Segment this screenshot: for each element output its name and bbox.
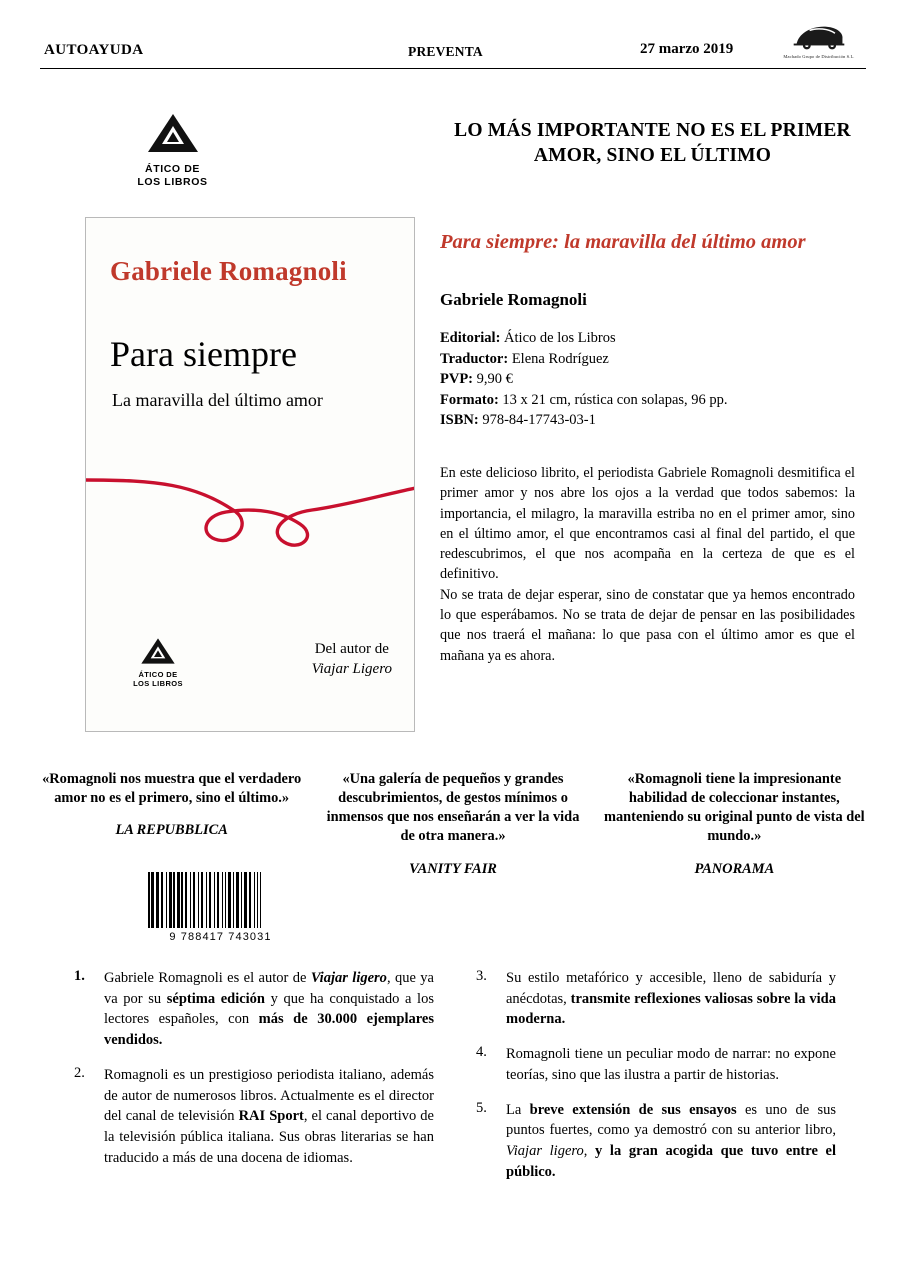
distributor-caption: Machado Grupo de Distribución S.L. (783, 54, 855, 59)
book-metadata (440, 328, 860, 431)
press-quote-source: LA REPUBBLICA (115, 822, 228, 839)
point1-seg-b: Viajar ligero (310, 970, 387, 986)
point1-seg-f: más de 30.000 ejemplares vendidos. (104, 1011, 434, 1049)
page-headline: LO MÁS IMPORTANTE NO ES EL PRIMER AMOR, SINO EL ÚLTIMO (454, 120, 851, 167)
book-author: Gabriele Romagnoli (440, 290, 587, 309)
truck-icon (790, 22, 848, 52)
list-item-number: 1. (74, 968, 85, 984)
list-item-text (506, 1100, 836, 1183)
point3-seg-b: transmite reflexiones valiosas sobre la vida moderna. (506, 990, 836, 1028)
list-item (476, 1100, 836, 1183)
cover-author: Gabriele Romagnoli (110, 256, 347, 286)
point2-seg-b: RAI Sport (238, 1108, 304, 1125)
list-item-number: 2. (74, 1064, 85, 1081)
distributor-logo (780, 22, 858, 58)
point5-seg-f: y la gran acogida que tuvo entre el público. (506, 1143, 836, 1180)
book-description-paragraph-2: No se trata de dejar esperar, sino de constatar que ya hemos encontrado lo que esperábamos. No se trata de dejar de pensar en las posibilidades que nos traerá el mañana: lo que pasa con el último amor es que el mañana ya es ahora. (440, 586, 855, 664)
meta-value-formato: 13 x 21 cm, rústica con solapas, 96 pp. (498, 391, 728, 408)
meta-value-pvp: 9,90 € (473, 371, 513, 388)
meta-label-pvp: PVP: (440, 371, 474, 388)
press-quote (321, 770, 584, 878)
meta-label-formato: Formato: (440, 391, 499, 408)
meta-row-isbn (440, 410, 860, 431)
meta-label-isbn: ISBN: (440, 412, 479, 429)
isbn-barcode (148, 872, 293, 943)
list-item-number: 3. (476, 968, 487, 984)
point5-seg-a: La (506, 1101, 530, 1118)
press-quote (40, 770, 303, 878)
meta-label-editorial: Editorial: (440, 330, 501, 346)
meta-value-isbn: 978-84-17743-03-1 (478, 412, 596, 429)
red-ribbon-knot-icon (86, 468, 415, 588)
cover-from-author-label: Del autor de (314, 640, 389, 657)
cover-logo-line2: LOS LIBROS (133, 679, 183, 689)
selling-points-left-column (74, 968, 434, 1183)
cover-title: Para siempre (110, 334, 297, 374)
list-item-text (104, 968, 434, 1051)
point2-seg-c: , el canal deportivo de la televisión pública italiana. Sus obras literarias se han traducido a más de una docena de idiomas. (104, 1108, 434, 1166)
header-category: AUTOAYUDA (44, 42, 144, 58)
list-item (74, 1065, 434, 1169)
point5-seg-c: es uno de sus puntos fuertes, como ya demostró con su anterior libro, (506, 1101, 836, 1139)
press-quotes (40, 770, 866, 878)
point2-seg-a: Romagnoli es un prestigioso periodista italiano, además de autor de numerosos libros. Actualmente es el director del canal de televisión (104, 1066, 434, 1125)
cover-publisher-logo (108, 637, 208, 690)
meta-row-formato (440, 390, 860, 411)
publisher-logo (85, 112, 260, 189)
meta-label-traductor: Traductor: (440, 350, 509, 367)
list-item (74, 968, 434, 1051)
cover-from-author-book: Viajar Ligero (311, 660, 392, 677)
list-item-number: 4. (476, 1044, 487, 1061)
press-quote-text: «Una galería de pequeños y grandes descubrimientos, de gestos mínimos o inmensos que nos enseñarán a ver la vida de otra manera.» (326, 771, 580, 845)
point1-seg-a: Gabriele Romagnoli es el autor de (104, 970, 311, 986)
book-description-paragraph-1: En este delicioso librito, el periodista Gabriele Romagnoli desmitifica el primer amor y nos abre los ojos a la verdad que todos sabemos: la importancia, el milagro, la maravilla estriba no en el primer amor, sino en el último amor, el que encontramos casi al final del partido, el que redescubrimos, el que nos acompaña en la certeza de que es el definitivo. (440, 465, 855, 583)
point1-seg-e: y que ha conquistado a los lectores españoles, con (104, 990, 434, 1028)
list-item (476, 968, 836, 1030)
atico-triangle-icon (146, 112, 200, 154)
barcode-bars (148, 872, 293, 928)
book-cover-image (85, 217, 415, 732)
point5-seg-d: Viajar ligero (506, 1143, 584, 1160)
list-item-text (104, 1065, 434, 1169)
book-title: Para siempre: la maravilla del último amor (440, 231, 806, 253)
publisher-logo-line2: LOS LIBROS (137, 176, 208, 189)
meta-row-pvp (440, 369, 860, 390)
press-quote (603, 770, 866, 878)
header-preventa-label: PREVENTA (408, 44, 483, 59)
point5-seg-b: breve extensión de sus ensayos (529, 1101, 737, 1118)
meta-value-traductor: Elena Rodríguez (508, 350, 609, 367)
list-item-text: Romagnoli tiene un peculiar modo de narrar: no expone teorías, sino que las ilustra a partir de historias. (506, 1046, 836, 1083)
page-header (40, 38, 866, 70)
cover-logo-line1: ÁTICO DE (138, 669, 178, 679)
point5-seg-e: , (583, 1143, 596, 1160)
cover-from-author (312, 639, 392, 680)
press-quote-source: VANITY FAIR (409, 860, 497, 877)
book-description (440, 463, 855, 666)
atico-triangle-icon-small (139, 637, 177, 665)
press-quote-text: «Romagnoli nos muestra que el verdadero amor no es el primero, sino el último.» (42, 771, 302, 807)
barcode-number: 9 788417 743031 (169, 931, 272, 943)
press-quote-text: «Romagnoli tiene la impresionante habilidad de coleccionar instantes, manteniendo su original punto de vista del mundo.» (603, 771, 865, 845)
meta-row-traductor (440, 349, 860, 370)
list-item-number: 5. (476, 1099, 487, 1116)
publisher-logo-line1: ÁTICO DE (145, 163, 200, 175)
meta-row-editorial (440, 328, 860, 349)
cover-subtitle: La maravilla del último amor (112, 390, 323, 410)
point1-seg-d: séptima edición (166, 990, 265, 1007)
point3-seg-a: Su estilo metafórico y accesible, lleno de sabiduría y anécdotas, (506, 970, 836, 1007)
point1-seg-c: , que ya va por su (104, 970, 434, 1007)
press-quote-source: PANORAMA (694, 860, 775, 877)
list-item-text (506, 968, 836, 1030)
header-date: 27 marzo 2019 (640, 41, 734, 57)
selling-points-right-column (476, 968, 836, 1197)
list-item (476, 1044, 836, 1085)
meta-value-editorial: Ático de los Libros (500, 330, 616, 346)
header-divider (40, 68, 866, 69)
